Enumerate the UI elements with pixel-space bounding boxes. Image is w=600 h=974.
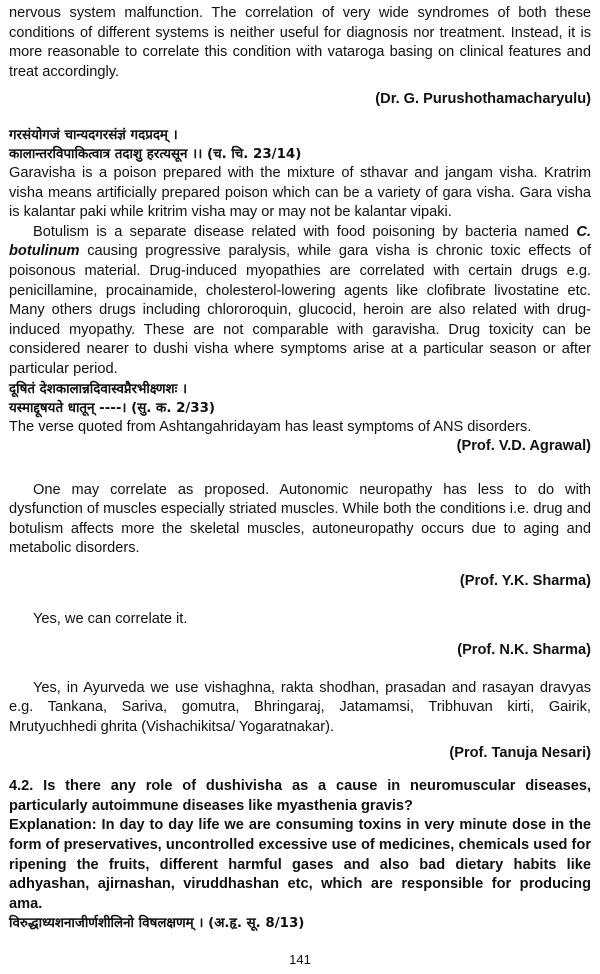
verse-line: कालान्तरविपाकित्वात्र तदाशु हरत्यसून ।। (च. चि. 23/14) bbox=[9, 146, 302, 162]
sanskrit-verse-ashtanga: विरुद्धाध्यशनाजीर्णशीलिनो विषलक्षणम् । (अ.हृ. सू. 8/13) bbox=[9, 916, 305, 932]
question-heading: 4.2. Is there any role of dushivisha as a cause in neuromuscular diseases, particularly autoimmune diseases like myasthenia gravis? bbox=[9, 778, 591, 814]
attribution-nk-sharma: (Prof. N.K. Sharma) bbox=[457, 642, 591, 659]
paragraph-correlate: Yes, we can correlate it. bbox=[33, 610, 188, 627]
attribution-nesari: (Prof. Tanuja Nesari) bbox=[449, 744, 591, 761]
question-explanation: Explanation: In day to day life we are consuming toxins in very minute dose in the form of preservatives, uncontrolled excessive use of medicines, chemicals used for ripening the fruits, different harmful gases and also bad dietary habits like adhyashan, ajirnashan, viruddhashan etc, which are responsible for producing ama. bbox=[9, 817, 591, 912]
verse-line: गरसंयोगजं चान्यदगरसंज्ञं गदप्रदम् । bbox=[9, 127, 178, 143]
sanskrit-verse-charaka bbox=[9, 126, 591, 164]
attribution-yk-sharma: (Prof. Y.K. Sharma) bbox=[459, 573, 591, 590]
paragraph-autonomic-neuropathy: One may correlate as proposed. Autonomic neuropathy has less to do with dysfunction of muscles especially striated muscles. While both the conditions i.e. drug and botulism affects more the skeletal muscles, autoneuropathy occurs due to aging and metabolic disorders. bbox=[9, 481, 591, 557]
paragraph-ashtangahridayam: The verse quoted from Ashtangahridayam has least symptoms of ANS disorders. bbox=[9, 418, 532, 435]
attribution-purushothamacharyulu: (Dr. G. Purushothamacharyulu) bbox=[375, 91, 591, 108]
paragraph-vishaghna: Yes, in Ayurveda we use vishaghna, rakta shodhan, prasadan and rasayan dravyas e.g. Tankana, Sariva, gomutra, Bhringaraj, Jatamamsi, Tribhuvan kirti, Gairik, Mrutyuchhedi ghrita (Vishachikitsa/ Yogaratnakar). bbox=[9, 679, 591, 736]
verse-line: दूषितं देशकालान्नदिवास्वप्नैरभीक्ष्णशः । bbox=[9, 381, 188, 397]
paragraph-vataroga: nervous system malfunction. The correlation of very wide syndromes of both these conditions of different systems is neither useful for diagnosis nor treatment. Instead, it is more reasonable to correlate this condition with vataroga basing on clinical features and treat accordingly. bbox=[9, 5, 591, 80]
paragraph-botulism: Botulism is a separate disease related with food poisoning by bacteria named C. botulinum causing progressive paralysis, while gara visha is chronic toxic effects of poisonous material. Drug-induced myopathies are correlated with certain drugs e.g. penicillamine, procainamide, cholesterol-lowering agents like clofibrate livostatine etc. Many others drugs including chlororoquin, glucocid, heroin are also related with drug-induced myopathy. These are not comparable with garavisha. Drug toxicity can be considered nearer to dushi visha where symptoms arise at a particular season or after particular period. bbox=[9, 223, 591, 377]
page-number: 141 bbox=[289, 952, 311, 967]
attribution-agrawal: (Prof. V.D. Agrawal) bbox=[456, 438, 591, 455]
document-page bbox=[9, 4, 591, 933]
verse-line: यस्माद्दूषयते धातून् ----। (सु. क. 2/33) bbox=[9, 400, 216, 416]
paragraph-garavisha: Garavisha is a poison prepared with the mixture of sthavar and jangam visha. Kratrim visha means artificially prepared poison which can be a variety of gara visha. Gara visha is kalantar paki while kritrim visha may or may not be kalantar vipaki. bbox=[9, 164, 591, 221]
sanskrit-verse-sushruta bbox=[9, 380, 591, 418]
bacteria-name: C. botulinum bbox=[9, 223, 591, 260]
